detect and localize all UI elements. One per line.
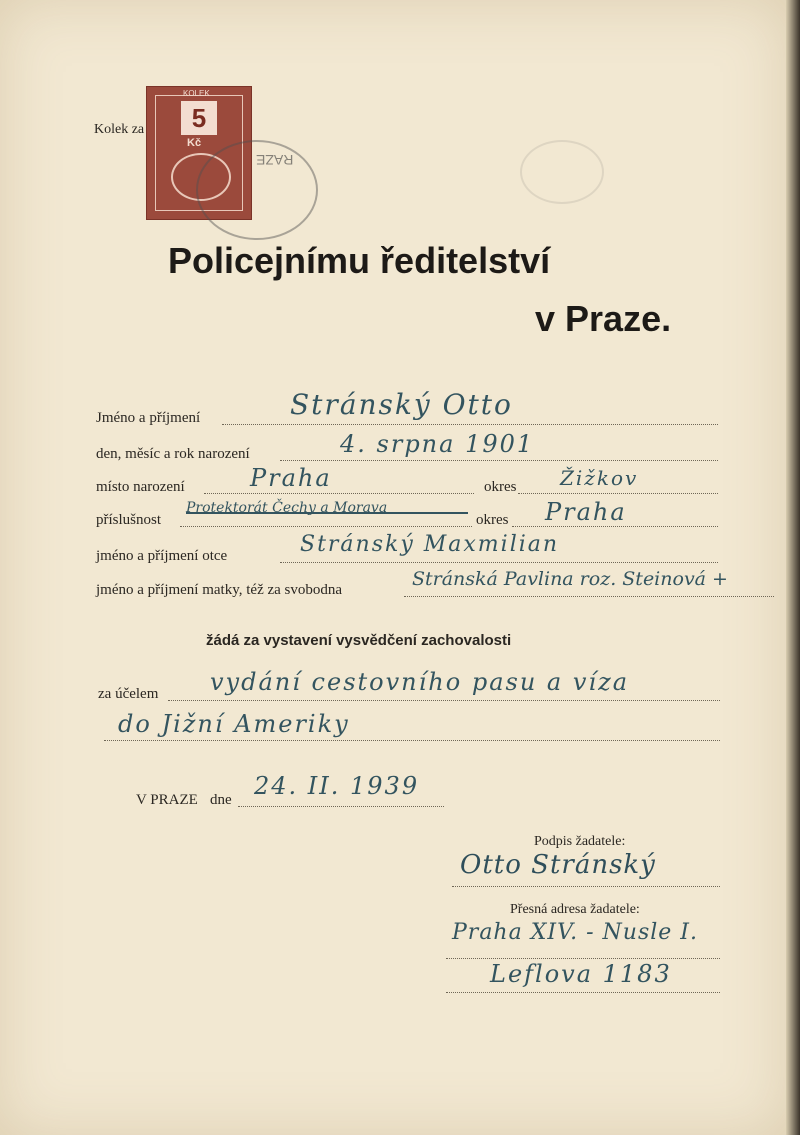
stamp-top-text: KOLEK: [183, 89, 210, 98]
postmark-text: RAZE: [256, 152, 294, 168]
birth-district-line: [518, 493, 718, 494]
page-title: Policejnímu ředitelství: [168, 240, 551, 281]
page-title-city: v Praze.: [535, 298, 672, 339]
date-label-prefix: V PRAZE: [136, 792, 198, 808]
mother-value: Stránská Pavlina roz. Steinová +: [412, 568, 728, 590]
signature-value: Otto Stránský: [460, 850, 656, 880]
mother-label: jméno a příjmení matky, též za svobodna: [96, 582, 343, 598]
father-line: [280, 562, 718, 563]
citizenship-label: příslušnost: [96, 512, 162, 528]
name-line: [222, 424, 718, 425]
birth-date-value: 4. srpna 1901: [340, 430, 535, 458]
date-line: [238, 806, 444, 807]
request-text: žádá za vystavení vysvědčení zachovalosti: [206, 632, 512, 649]
citizenship-line: [180, 526, 472, 527]
date-value: 24. II. 1939: [254, 772, 420, 800]
birth-date-label: den, měsíc a rok narození: [96, 446, 250, 462]
stamp-currency: Kč: [187, 137, 202, 149]
page-edge-shadow: [786, 0, 800, 1135]
father-value: Stránský Maxmilian: [300, 532, 560, 557]
address-line-2: [446, 992, 720, 993]
signature-line: [452, 886, 720, 887]
birth-place-label: místo narození: [96, 479, 185, 495]
citizenship-district-label: okres: [476, 512, 509, 528]
citizenship-district-value: Praha: [545, 498, 627, 526]
citizenship-district-line: [512, 526, 718, 527]
purpose-value-2: do Jižní Ameriky: [118, 710, 350, 738]
purpose-label: za účelem: [98, 686, 159, 702]
address-value-2: Leflova 1183: [490, 960, 672, 988]
stamp-label: Kolek za: [94, 122, 145, 137]
father-label: jméno a příjmení otce: [96, 548, 228, 564]
birth-district-label: okres: [484, 479, 517, 495]
birth-place-value: Praha: [250, 464, 332, 492]
name-label: Jméno a příjmení: [96, 410, 201, 426]
address-label: Přesná adresa žadatele:: [510, 902, 640, 917]
cancellation-postmark: [196, 140, 318, 240]
purpose-value-1: vydání cestovního pasu a víza: [210, 668, 630, 696]
address-value-1: Praha XIV. - Nusle I.: [452, 920, 698, 945]
birth-date-line: [280, 460, 718, 461]
address-line-1: [446, 958, 720, 959]
date-label-suffix: dne: [210, 792, 232, 808]
name-value: Stránský Otto: [290, 388, 513, 421]
mother-line: [404, 596, 774, 597]
stamp-value: 5: [181, 101, 217, 135]
birth-district-value: Žižkov: [560, 466, 639, 490]
birth-place-line: [204, 493, 474, 494]
purpose-line-2: [104, 740, 720, 741]
signature-label: Podpis žadatele:: [534, 834, 626, 849]
purpose-line-1: [168, 700, 720, 701]
citizenship-strikethrough: [186, 512, 468, 514]
citizenship-value: Protektorát Čechy a Morava: [186, 500, 388, 516]
faint-postmark: [520, 140, 604, 204]
